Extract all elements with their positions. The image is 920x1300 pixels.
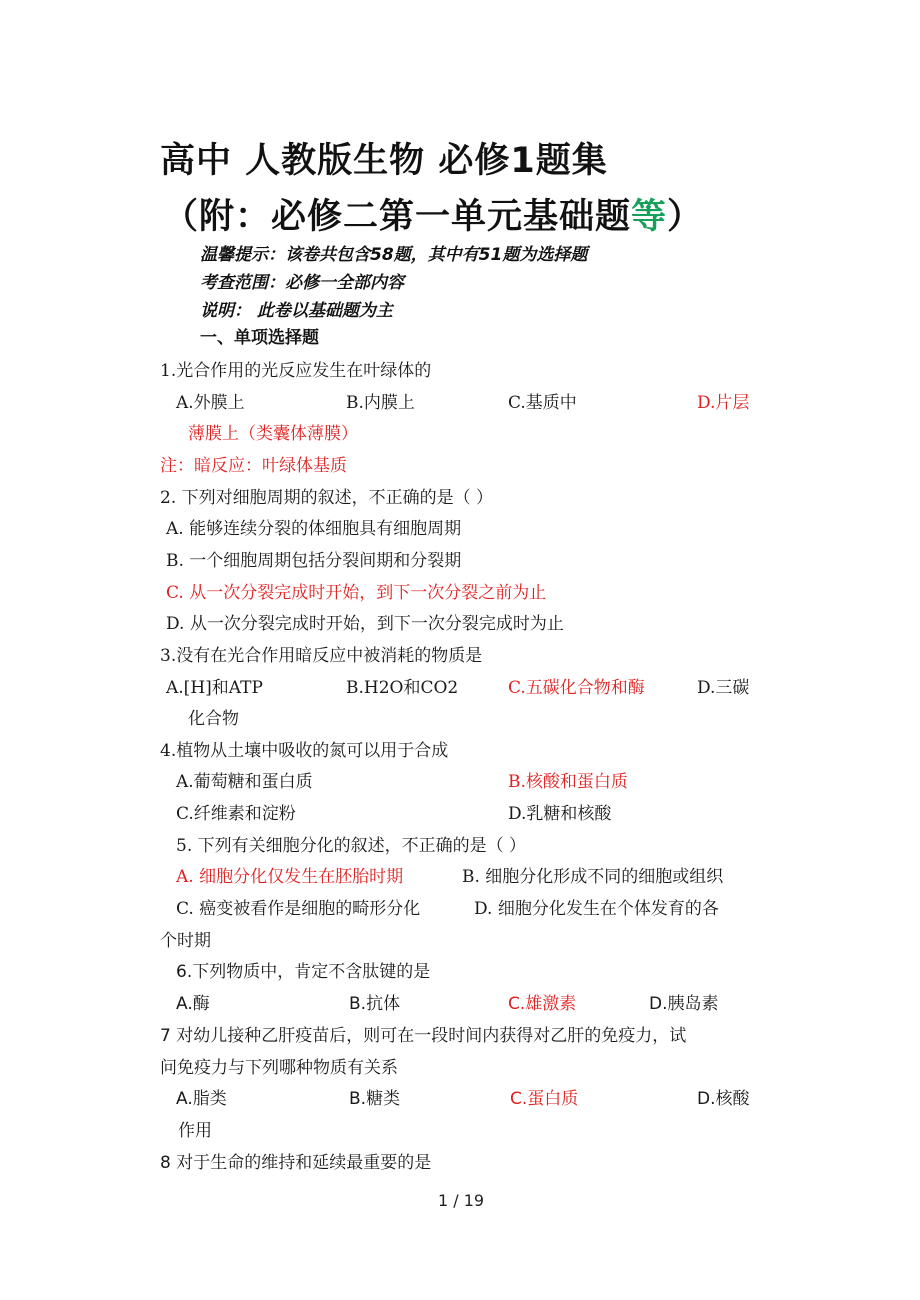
- q7-option-a: A.脂类: [176, 1089, 227, 1109]
- q3-option-a: A.[H]和ATP: [166, 678, 263, 698]
- q3-option-d-cont: 化合物: [188, 709, 239, 729]
- q7-stem-cont: 问免疫力与下列哪种物质有关系: [160, 1058, 398, 1078]
- q4-option-c: C.纤维素和淀粉: [176, 804, 296, 824]
- hint-note: 说明： 此卷以基础题为主: [200, 301, 393, 321]
- q5-option-c: C. 癌变被看作是细胞的畸形分化: [176, 899, 421, 919]
- q1-option-d-cont: 薄膜上（类囊体薄膜）: [188, 424, 358, 444]
- q3-option-d: D.三碳: [697, 678, 750, 698]
- q1-option-c: C.基质中: [508, 393, 577, 413]
- q1-option-a: A.外膜上: [176, 393, 245, 413]
- section-heading: 一、单项选择题: [200, 328, 319, 348]
- q4-stem: 4.植物从土壤中吸收的氮可以用于合成: [160, 741, 449, 761]
- q5-option-a: A. 细胞分化仅发生在胚胎时期: [176, 867, 404, 887]
- q3-stem: 3.没有在光合作用暗反应中被消耗的物质是: [160, 646, 483, 666]
- q2-option-b: B. 一个细胞周期包括分裂间期和分裂期: [166, 551, 462, 571]
- hint-scope: 考查范围：必修一全部内容: [200, 273, 404, 293]
- q8-stem: 8 对于生命的维持和延续最重要的是: [160, 1153, 432, 1173]
- q6-option-d: D.胰岛素: [649, 994, 719, 1014]
- q4-option-b: B.核酸和蛋白质: [508, 772, 628, 792]
- q1-stem: 1.光合作用的光反应发生在叶绿体的: [160, 361, 432, 381]
- subtitle-main: （附：必修二第一单元基础题: [163, 197, 632, 237]
- q2-option-d: D. 从一次分裂完成时开始，到下一次分裂完成时为止: [166, 614, 564, 634]
- q2-option-a: A. 能够连续分裂的体细胞具有细胞周期: [166, 519, 462, 539]
- q5-option-d: D. 细胞分化发生在个体发育的各: [474, 899, 719, 919]
- q7-option-d: D.核酸: [697, 1089, 750, 1109]
- q7-stem: 7 对幼儿接种乙肝疫苗后，则可在一段时间内获得对乙肝的免疫力，试: [160, 1026, 687, 1046]
- q6-stem: 6.下列物质中，肯定不含肽键的是: [176, 962, 431, 982]
- page-title: 高中 人教版生物 必修1题集: [160, 141, 608, 181]
- page-number: 1 / 19: [438, 1191, 485, 1210]
- q2-option-c: C. 从一次分裂完成时开始，到下一次分裂之前为止: [166, 583, 547, 603]
- q4-option-d: D.乳糖和核酸: [508, 804, 612, 824]
- q7-option-b: B.糖类: [349, 1089, 401, 1109]
- q3-option-b: B.H2O和CO2: [346, 678, 459, 698]
- q6-option-a: A.酶: [176, 994, 210, 1014]
- q7-tail: 作用: [178, 1121, 212, 1141]
- hint-tip: 温馨提示：该卷共包含58题，其中有51题为选择题: [200, 245, 588, 265]
- q6-option-b: B.抗体: [349, 994, 401, 1014]
- q6-option-c: C.雄激素: [508, 994, 577, 1014]
- q5-option-d-cont: 个时期: [160, 931, 211, 951]
- q5-stem: 5. 下列有关细胞分化的叙述，不正确的是（ ）: [176, 836, 527, 856]
- q2-stem: 2. 下列对细胞周期的叙述，不正确的是（ ）: [160, 488, 494, 508]
- q1-option-d: D.片层: [697, 393, 750, 413]
- q5-option-b: B. 细胞分化形成不同的细胞或组织: [462, 867, 724, 887]
- subtitle-end: ）: [667, 197, 704, 237]
- q1-option-b: B.内膜上: [346, 393, 415, 413]
- q7-option-c: C.蛋白质: [510, 1089, 579, 1109]
- q1-note: 注：暗反应：叶绿体基质: [160, 456, 347, 476]
- q3-option-c: C.五碳化合物和酶: [508, 678, 645, 698]
- page-subtitle: [163, 189, 703, 239]
- subtitle-green: 等: [631, 197, 668, 237]
- q4-option-a: A.葡萄糖和蛋白质: [176, 772, 313, 792]
